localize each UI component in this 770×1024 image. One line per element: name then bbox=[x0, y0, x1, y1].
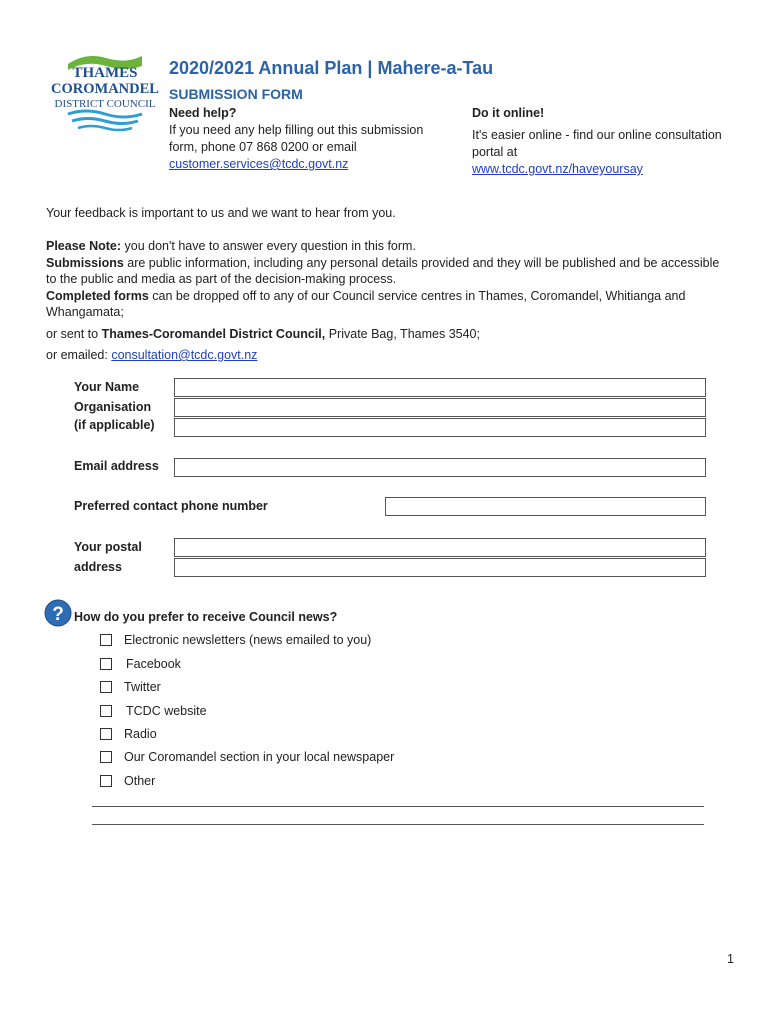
option-row[interactable] bbox=[100, 774, 155, 788]
option-row[interactable] bbox=[100, 633, 371, 647]
option-label: Radio bbox=[124, 727, 157, 741]
option-label: Other bbox=[124, 774, 156, 788]
page-title: 2020/2021 Annual Plan | Mahere-a-Tau bbox=[169, 58, 494, 78]
online-section bbox=[472, 105, 732, 178]
completed-label: Completed forms bbox=[46, 288, 149, 303]
help-section bbox=[169, 105, 429, 173]
postal-input-1[interactable] bbox=[174, 538, 706, 557]
email-input[interactable] bbox=[174, 458, 706, 477]
checkbox[interactable] bbox=[100, 728, 112, 740]
question-text: How do you prefer to receive Council news? bbox=[74, 610, 338, 624]
online-text: It's easier online - find our online consultation portal at bbox=[472, 128, 722, 159]
consultation-email-link[interactable]: consultation@tcdc.govt.nz bbox=[111, 348, 258, 362]
submissions-text: are public information, including any personal details provided and they will be published and be accessible to the public and media as part of the decision-making process. bbox=[46, 255, 720, 286]
page-number: 1 bbox=[727, 952, 734, 966]
note-text: you don't have to answer every question in this form. bbox=[121, 239, 416, 253]
option-label: Electronic newsletters (news emailed to you) bbox=[124, 633, 372, 647]
note-label: Please Note: bbox=[46, 239, 122, 253]
option-label: TCDC website bbox=[126, 704, 207, 718]
sent-label: Thames-Coromandel District Council, bbox=[101, 326, 326, 341]
other-line-1[interactable] bbox=[92, 806, 704, 807]
help-email-link[interactable]: customer.services@tcdc.govt.nz bbox=[169, 157, 349, 171]
sent-text: Private Bag, Thames 3540; bbox=[325, 326, 480, 341]
emailed-prefix: or emailed: bbox=[46, 348, 112, 362]
checkbox[interactable] bbox=[100, 705, 112, 717]
online-heading: Do it online! bbox=[472, 106, 545, 120]
svg-text:?: ? bbox=[52, 604, 64, 625]
online-portal-link[interactable]: www.tcdc.govt.nz/haveyoursay bbox=[472, 162, 643, 176]
submissions-label: Submissions bbox=[46, 255, 124, 270]
postal-label: Your postal bbox=[74, 540, 142, 554]
checkbox[interactable] bbox=[100, 775, 112, 787]
option-row[interactable] bbox=[100, 750, 394, 764]
option-row[interactable] bbox=[100, 704, 207, 718]
organisation-input-2[interactable] bbox=[174, 418, 706, 437]
organisation-label: Organisation bbox=[74, 400, 152, 414]
checkbox[interactable] bbox=[100, 751, 112, 763]
phone-label: Preferred contact phone number bbox=[74, 499, 268, 513]
postal-label-sub: address bbox=[74, 560, 122, 574]
organisation-label-sub: (if applicable) bbox=[74, 418, 155, 432]
page-subtitle: SUBMISSION FORM bbox=[169, 86, 303, 102]
email-label: Email address bbox=[74, 459, 159, 473]
intro-text: Your feedback is important to us and we want to hear from you. bbox=[46, 206, 396, 220]
checkbox[interactable] bbox=[100, 681, 112, 693]
option-row[interactable] bbox=[100, 657, 181, 671]
option-row[interactable] bbox=[100, 727, 157, 741]
help-heading: Need help? bbox=[169, 106, 237, 120]
option-label: Facebook bbox=[126, 657, 181, 671]
question-icon bbox=[44, 599, 72, 627]
name-input[interactable] bbox=[174, 378, 706, 397]
name-label: Your Name bbox=[74, 380, 140, 394]
option-label: Twitter bbox=[124, 680, 161, 694]
other-line-2[interactable] bbox=[92, 824, 704, 825]
logo-line3: DISTRICT COUNCIL bbox=[54, 98, 156, 110]
sent-prefix: or sent to bbox=[46, 326, 102, 341]
checkbox[interactable] bbox=[100, 658, 112, 670]
checkbox[interactable] bbox=[100, 634, 112, 646]
logo-line2: COROMANDEL bbox=[51, 81, 159, 97]
help-text: If you need any help filling out this submission form, phone 07 868 0200 or email bbox=[169, 123, 424, 154]
completed-text: can be dropped off to any of our Council service centres in Thames, Coromandel, Whitianga and Whangamata; bbox=[46, 288, 686, 319]
organisation-input-1[interactable] bbox=[174, 398, 706, 417]
option-row[interactable] bbox=[100, 680, 161, 694]
logo-line1: THAMES bbox=[72, 65, 138, 81]
phone-input[interactable] bbox=[385, 497, 706, 516]
option-label: Our Coromandel section in your local newspaper bbox=[124, 750, 395, 764]
postal-input-2[interactable] bbox=[174, 558, 706, 577]
notes-block bbox=[46, 238, 726, 364]
tcdc-logo bbox=[46, 50, 164, 134]
